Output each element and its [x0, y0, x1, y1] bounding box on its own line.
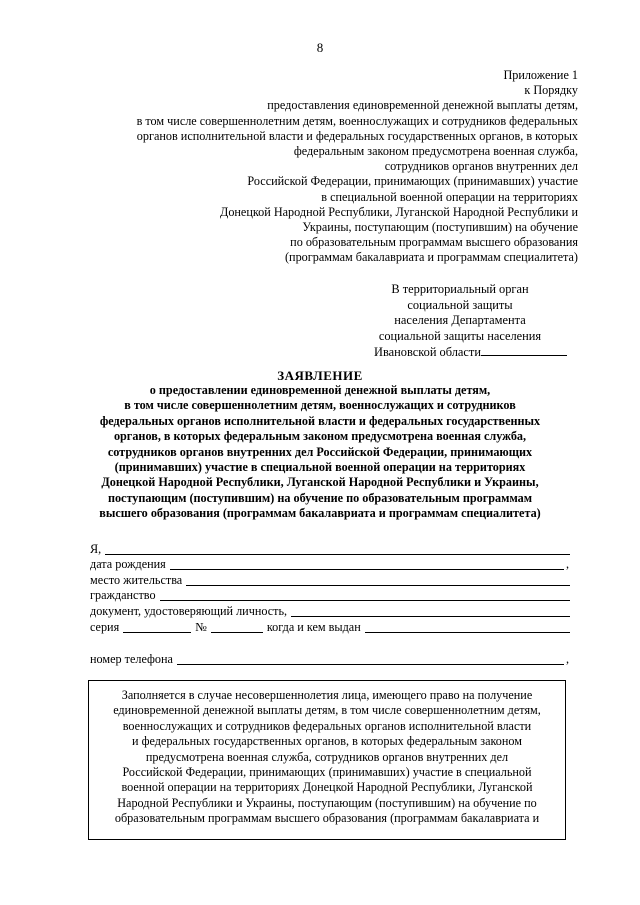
birth-date-row — [90, 557, 572, 573]
id-document-label: документ, удостоверяющий личность, — [90, 603, 288, 618]
id-document-row — [90, 603, 572, 619]
appendix-line: Приложение 1 — [503, 68, 578, 82]
residence-label: место жительства — [90, 572, 183, 587]
appendix-line: по образовательным программам высшего образования — [290, 235, 578, 250]
note-line: Заполняется в случае несовершеннолетия лица, имеющего право на получение — [121, 688, 533, 702]
addressee-line: В территориальный орган — [391, 282, 529, 296]
subtitle-line: высшего образования (программам бакалавриата и программам специалитета) — [99, 506, 541, 521]
note-line: единовременной денежной выплаты детям, в том числе совершеннолетним детям, — [113, 703, 541, 718]
citizenship-row — [90, 588, 572, 604]
appendix-line: органов исполнительной власти и федеральных государственных органов, в которых — [136, 128, 578, 143]
applicant-name-field[interactable] — [105, 543, 570, 555]
appendix-line: в том числе совершеннолетним детям, военнослужащих и сотрудников федеральных — [136, 113, 578, 128]
appendix-line: к Порядку — [524, 83, 578, 98]
addressee-line: социальной защиты населения — [378, 328, 542, 343]
appendix-line: в специальной военной операции на территориях — [321, 189, 578, 204]
citizenship-label: гражданство — [90, 588, 156, 603]
note-line: предусмотрена военная служба, сотрудников органов внутренних дел — [145, 749, 509, 764]
series-field[interactable] — [123, 621, 191, 633]
applicant-name-label: Я, — [90, 541, 102, 556]
note-line: Российской Федерации, принимающих (принимавших) участие в специальной — [122, 765, 532, 780]
page-number: 8 — [316, 40, 324, 55]
applicant-form — [90, 541, 572, 667]
subtitle-line: Донецкой Народной Республики, Луганской Народной Республики и Украины, — [101, 475, 539, 490]
appendix-header — [98, 68, 578, 266]
appendix-line: предоставления единовременной денежной выплаты детям, — [267, 98, 578, 113]
application-subtitle — [80, 383, 560, 522]
addressee-region-blank[interactable] — [481, 344, 567, 356]
addressee-block — [360, 282, 590, 361]
comma: , — [566, 652, 570, 667]
series-label: серия — [90, 619, 120, 634]
subtitle-line: органов, в которых федеральным законом предусмотрена военная служба, — [113, 429, 527, 444]
phone-row — [90, 652, 572, 668]
number-label: № — [195, 619, 207, 634]
addressee-line: социальной защиты — [407, 297, 513, 312]
subtitle-line: федеральных органов исполнительной власти и федеральных государственных — [99, 413, 541, 428]
id-document-field[interactable] — [291, 605, 570, 617]
addressee-region-line — [374, 344, 590, 361]
document-details-row — [90, 619, 572, 635]
subtitle-line: поступающим (поступившим) на обучение по образовательным программам — [107, 490, 533, 505]
note-line: и федеральных государственных органов, в которых федеральным законом — [132, 734, 522, 749]
note-line: военной операции на территориях Донецкой Народной Республики, Луганской — [121, 780, 533, 795]
appendix-line: Российской Федерации, принимающих (принимавших) участие — [247, 174, 578, 189]
addressee-line: населения Департамента — [394, 313, 526, 327]
phone-field[interactable] — [177, 653, 564, 665]
addressee-region-label: Ивановской области — [374, 345, 481, 359]
note-line: образовательным программам высшего образования (программам бакалавриата и — [114, 811, 540, 826]
minor-note-box — [88, 680, 566, 840]
birth-date-field[interactable] — [170, 558, 564, 570]
birth-date-label: дата рождения — [90, 557, 166, 572]
subtitle-line: (принимавших) участие в специальной военной операции на территориях — [114, 460, 526, 475]
application-title: ЗАЯВЛЕНИЕ — [277, 368, 363, 383]
note-line: Народной Республики и Украины, поступающим (поступившим) на обучение по — [117, 795, 537, 810]
note-line: военнослужащих и сотрудников федеральных органов исполнительной власти — [122, 718, 532, 733]
citizenship-field[interactable] — [160, 589, 570, 601]
residence-field[interactable] — [186, 574, 570, 586]
comma: , — [566, 557, 570, 572]
appendix-line: сотрудников органов внутренних дел — [384, 159, 578, 174]
appendix-line: Донецкой Народной Республики, Луганской Народной Республики и — [220, 204, 578, 219]
issued-label: когда и кем выдан — [266, 619, 361, 634]
issued-field[interactable] — [365, 621, 570, 633]
subtitle-line: о предоставлении единовременной денежной выплаты детям, — [149, 383, 491, 397]
subtitle-line: в том числе совершеннолетним детям, военнослужащих и сотрудников — [124, 398, 516, 413]
residence-row — [90, 572, 572, 588]
applicant-name-row — [90, 541, 572, 557]
appendix-line: федеральным законом предусмотрена военная служба, — [293, 144, 578, 159]
appendix-line: (программам бакалавриата и программам специалитета) — [284, 250, 578, 265]
subtitle-line: сотрудников органов внутренних дел Российской Федерации, принимающих — [107, 444, 533, 459]
appendix-line: Украины, поступающим (поступившим) на обучение — [302, 220, 578, 235]
phone-label: номер телефона — [90, 652, 173, 667]
number-field[interactable] — [211, 621, 263, 633]
